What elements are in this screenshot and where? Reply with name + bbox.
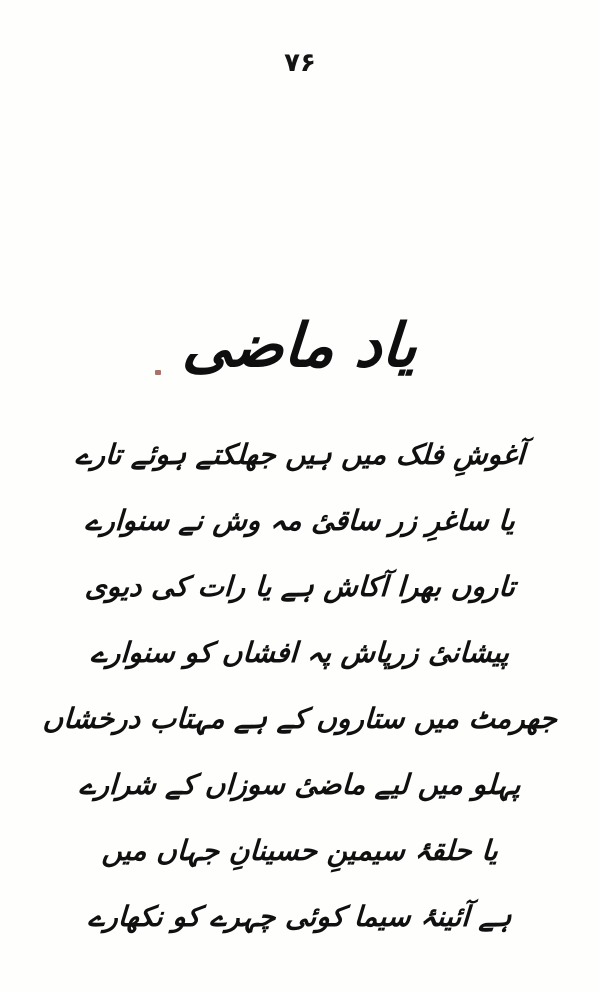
poem-line-4: پیشانیٔ زرپاش پہ افشاں کو سنوارے xyxy=(89,635,511,669)
poem-line-1: آغوشِ فلک میں ہیں جھلکتے ہوئے تارے xyxy=(74,437,526,471)
poem-body xyxy=(30,421,570,949)
scan-artifact-speck xyxy=(155,370,161,375)
poem-line-3: تاروں بھرا آکاش ہے یا رات کی دیوی xyxy=(84,569,516,603)
poem-line-8: ہے آئینۂ سیما کوئی چہرے کو نکھارے xyxy=(87,899,513,933)
page-number: ۷۶ xyxy=(284,48,316,78)
poem-title: یاد ماضی xyxy=(180,311,420,381)
poem-line-2: یا ساغرِ زر ساقیٔ مہ وش نے سنوارے xyxy=(84,503,516,537)
poem-line-5: جھرمٹ میں ستاروں کے ہے مہتاب درخشاں xyxy=(42,701,558,735)
poem-line-7: یا حلقۂ سیمینِ حسینانِ جہاں میں xyxy=(101,833,499,867)
poem-line-6: پہلو میں لیے ماضیٔ سوزاں کے شرارے xyxy=(78,767,522,801)
